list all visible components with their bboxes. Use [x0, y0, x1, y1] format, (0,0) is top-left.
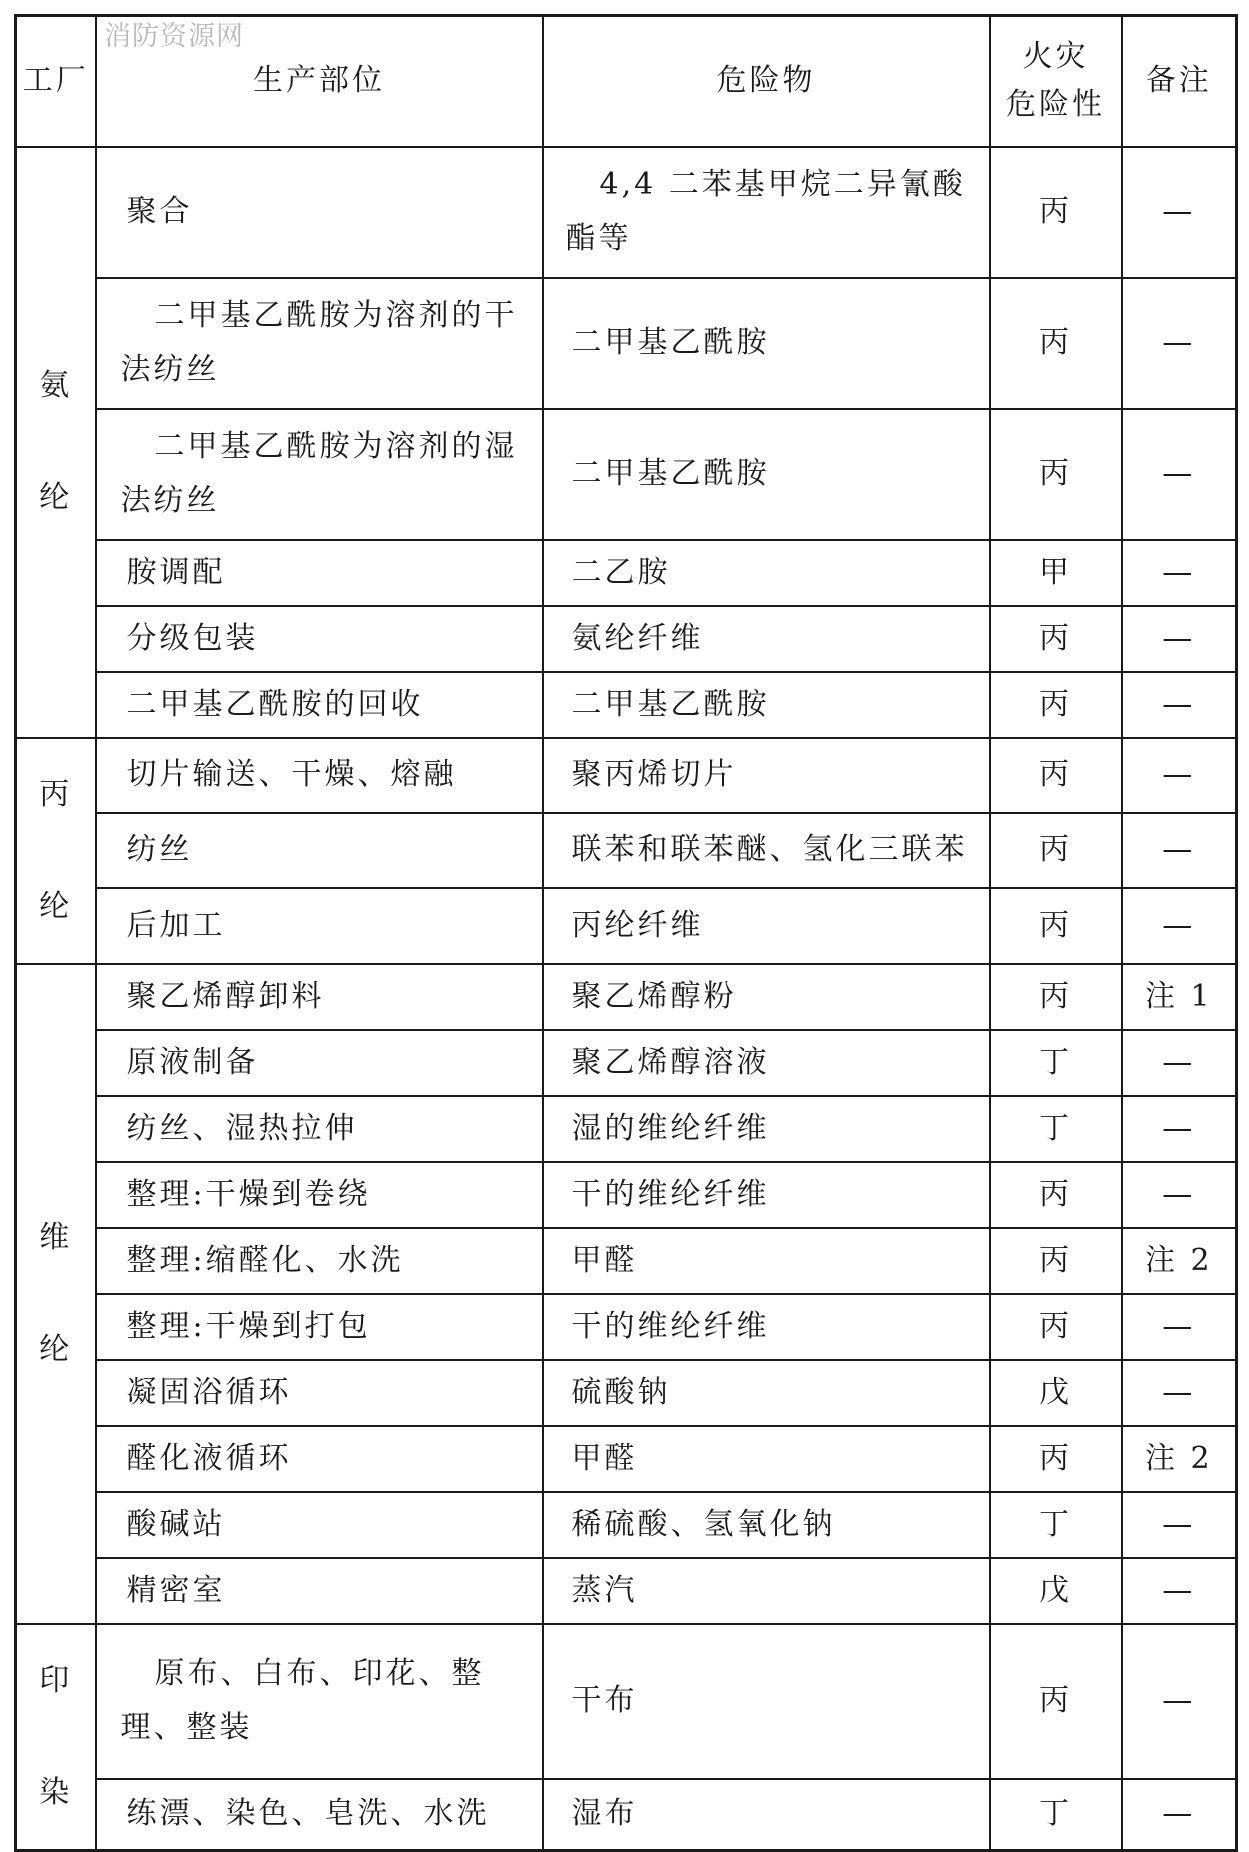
remark-cell: —	[1122, 409, 1237, 540]
location-cell: 凝固浴循环	[96, 1360, 543, 1426]
fire-risk-cell: 丙	[990, 1294, 1122, 1360]
remark-cell: —	[1122, 888, 1237, 963]
hazard-cell: 4,4 二苯基甲烷二异氰酸酯等	[543, 147, 990, 278]
location-cell: 原液制备	[96, 1030, 543, 1096]
hazard-cell: 聚乙烯醇溶液	[543, 1030, 990, 1096]
header-fire-risk	[990, 16, 1122, 147]
fire-risk-cell: 丙	[990, 672, 1122, 738]
table-row	[16, 888, 1237, 963]
table-body	[16, 147, 1237, 1851]
table-row	[16, 1558, 1237, 1624]
remark-cell: —	[1122, 1162, 1237, 1228]
hazard-cell: 干的维纶纤维	[543, 1162, 990, 1228]
hazard-cell: 硫酸钠	[543, 1360, 990, 1426]
fire-risk-cell: 丙	[990, 606, 1122, 672]
hazard-cell: 干布	[543, 1624, 990, 1780]
header-plant: 工厂	[16, 16, 96, 147]
remark-cell: —	[1122, 1624, 1237, 1780]
location-cell: 纺丝	[96, 813, 543, 888]
table-row	[16, 1492, 1237, 1558]
location-cell: 二甲基乙酰胺的回收	[96, 672, 543, 738]
hazard-cell: 氨纶纤维	[543, 606, 990, 672]
table-row	[16, 738, 1237, 813]
remark-cell: —	[1122, 540, 1237, 606]
hazard-cell: 聚乙烯醇粉	[543, 964, 990, 1030]
header-fire-risk-line1: 火灾	[1022, 39, 1089, 75]
fire-risk-cell: 戊	[990, 1360, 1122, 1426]
header-hazard: 危险物	[543, 16, 990, 147]
remark-cell: 注 2	[1122, 1426, 1237, 1492]
location-cell: 酸碱站	[96, 1492, 543, 1558]
location-cell: 聚合	[96, 147, 543, 278]
header-row	[16, 16, 1237, 147]
fire-risk-cell: 丙	[990, 409, 1122, 540]
watermark: 消防资源网	[104, 21, 244, 52]
remark-cell: 注 1	[1122, 964, 1237, 1030]
fire-risk-cell: 丙	[990, 147, 1122, 278]
remark-cell: —	[1122, 1030, 1237, 1096]
remark-cell: 注 2	[1122, 1228, 1237, 1294]
plant-cell	[16, 964, 96, 1624]
location-cell: 练漂、染色、皂洗、水洗	[96, 1779, 543, 1850]
fire-risk-cell: 丙	[990, 278, 1122, 409]
fire-risk-cell: 丙	[990, 1228, 1122, 1294]
fire-risk-cell: 丁	[990, 1492, 1122, 1558]
location-cell: 分级包装	[96, 606, 543, 672]
remark-cell: —	[1122, 1779, 1237, 1850]
hazard-cell: 联苯和联苯醚、氢化三联苯	[543, 813, 990, 888]
location-cell: 整理:干燥到打包	[96, 1294, 543, 1360]
table-row	[16, 1294, 1237, 1360]
hazard-cell: 甲醛	[543, 1228, 990, 1294]
remark-cell: —	[1122, 672, 1237, 738]
remark-cell: —	[1122, 1360, 1237, 1426]
hazard-cell: 湿布	[543, 1779, 990, 1850]
plant-char: 氨	[39, 368, 73, 403]
table-row	[16, 813, 1237, 888]
plant-char: 纶	[39, 480, 73, 515]
location-cell: 二甲基乙酰胺为溶剂的湿法纺丝	[96, 409, 543, 540]
plant-cell	[16, 1624, 96, 1851]
table-row	[16, 1624, 1237, 1780]
plant-cell	[16, 738, 96, 964]
hazard-cell: 丙纶纤维	[543, 888, 990, 963]
header-remark: 备注	[1122, 16, 1237, 147]
hazard-cell: 聚丙烯切片	[543, 738, 990, 813]
location-cell: 聚乙烯醇卸料	[96, 964, 543, 1030]
location-cell: 整理:干燥到卷绕	[96, 1162, 543, 1228]
fire-risk-cell: 丙	[990, 964, 1122, 1030]
hazard-cell: 干的维纶纤维	[543, 1294, 990, 1360]
header-location: 生产部位	[96, 16, 543, 147]
remark-cell: —	[1122, 1558, 1237, 1624]
plant-char: 维	[39, 1219, 73, 1255]
remark-cell: —	[1122, 1294, 1237, 1360]
location-cell: 胺调配	[96, 540, 543, 606]
location-cell: 后加工	[96, 888, 543, 963]
location-cell: 二甲基乙酰胺为溶剂的干法纺丝	[96, 278, 543, 409]
fire-risk-cell: 丙	[990, 1624, 1122, 1780]
plant-cell	[16, 147, 96, 738]
table-row	[16, 1096, 1237, 1162]
location-cell: 整理:缩醛化、水洗	[96, 1228, 543, 1294]
location-cell: 切片输送、干燥、熔融	[96, 738, 543, 813]
fire-hazard-table	[14, 14, 1238, 1852]
hazard-cell: 二甲基乙酰胺	[543, 672, 990, 738]
fire-risk-cell: 丙	[990, 813, 1122, 888]
remark-cell: —	[1122, 738, 1237, 813]
table-row	[16, 1779, 1237, 1850]
remark-cell: —	[1122, 278, 1237, 409]
fire-risk-cell: 丁	[990, 1096, 1122, 1162]
plant-char: 印	[39, 1662, 73, 1698]
hazard-cell: 二甲基乙酰胺	[543, 278, 990, 409]
table-row	[16, 278, 1237, 409]
remark-cell: —	[1122, 147, 1237, 278]
table-row	[16, 540, 1237, 606]
fire-risk-cell: 丙	[990, 738, 1122, 813]
table-row	[16, 672, 1237, 738]
table-row	[16, 409, 1237, 540]
table-row	[16, 1162, 1237, 1228]
fire-risk-cell: 丙	[990, 1426, 1122, 1492]
plant-char: 纶	[39, 1331, 73, 1367]
plant-char: 染	[39, 1774, 73, 1810]
fire-risk-cell: 戊	[990, 1558, 1122, 1624]
location-cell: 原布、白布、印花、整理、整装	[96, 1624, 543, 1780]
plant-char: 丙	[39, 776, 73, 812]
location-cell: 纺丝、湿热拉伸	[96, 1096, 543, 1162]
table-row	[16, 606, 1237, 672]
hazard-cell: 二甲基乙酰胺	[543, 409, 990, 540]
table-row	[16, 1228, 1237, 1294]
remark-cell: —	[1122, 813, 1237, 888]
fire-risk-cell: 甲	[990, 540, 1122, 606]
remark-cell: —	[1122, 1492, 1237, 1558]
table-row	[16, 1030, 1237, 1096]
fire-risk-cell: 丙	[990, 888, 1122, 963]
plant-char: 纶	[39, 888, 73, 924]
table-row	[16, 1360, 1237, 1426]
hazard-cell: 甲醛	[543, 1426, 990, 1492]
table-row	[16, 1426, 1237, 1492]
hazard-cell: 稀硫酸、氢氧化钠	[543, 1492, 990, 1558]
table-row	[16, 964, 1237, 1030]
fire-risk-cell: 丁	[990, 1030, 1122, 1096]
fire-risk-cell: 丙	[990, 1162, 1122, 1228]
location-cell: 醛化液循环	[96, 1426, 543, 1492]
hazard-cell: 湿的维纶纤维	[543, 1096, 990, 1162]
location-cell: 精密室	[96, 1558, 543, 1624]
hazard-cell: 二乙胺	[543, 540, 990, 606]
remark-cell: —	[1122, 1096, 1237, 1162]
hazard-cell: 蒸汽	[543, 1558, 990, 1624]
table-row	[16, 147, 1237, 278]
remark-cell: —	[1122, 606, 1237, 672]
header-fire-risk-line2: 危险性	[1006, 87, 1105, 123]
fire-risk-cell: 丁	[990, 1779, 1122, 1850]
